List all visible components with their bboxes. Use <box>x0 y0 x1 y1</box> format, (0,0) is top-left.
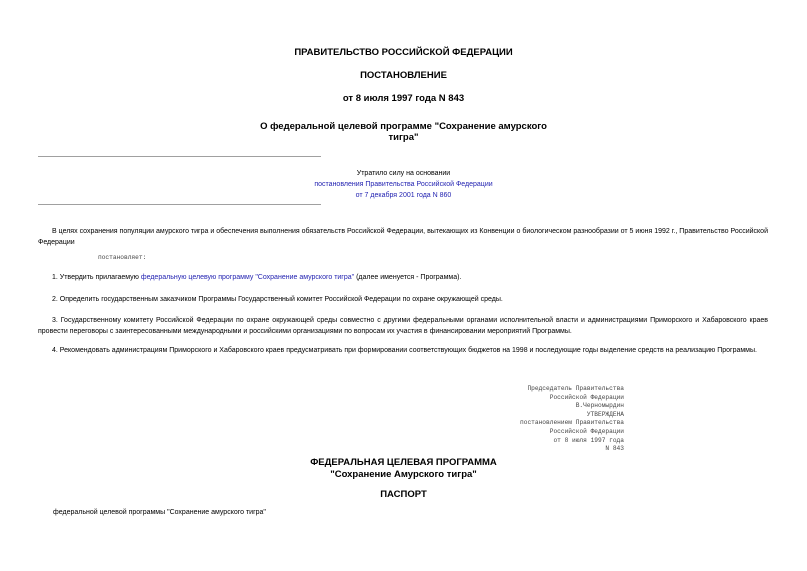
decree-word: постановляет: <box>98 254 147 261</box>
document-date-number: от 8 июля 1997 года N 843 <box>342 93 465 104</box>
signature-line: Председатель Правительства <box>527 385 624 392</box>
government-heading: ПРАВИТЕЛЬСТВО РОССИЙСКОЙ ФЕДЕРАЦИИ <box>294 47 513 58</box>
program-link[interactable]: федеральную целевую программу <box>140 274 254 281</box>
program-heading-line2: "Сохранение Амурского тигра" <box>330 469 477 480</box>
document-title-line2: тигра" <box>388 132 419 143</box>
paragraph-2: 2. Определить государственным заказчиком Программы Государственный комитет Российской Федерации по охране окружающей среды. <box>52 296 503 303</box>
signature-line: от 8 июля 1997 года <box>553 436 624 444</box>
repeal-notice-text: Утратило силу на основании <box>356 170 451 177</box>
signature-block <box>424 385 624 454</box>
paragraph-1-text: 1. Утвердить прилагаемую <box>52 274 141 281</box>
notice-bottom-rule <box>38 204 321 205</box>
signature-line: N 843 <box>605 445 624 453</box>
document-title <box>0 121 807 143</box>
repeal-decree-date-link[interactable]: от 7 декабря 2001 года N 860 <box>355 192 452 199</box>
paragraph-1 <box>38 272 768 283</box>
notice-top-rule <box>38 156 321 157</box>
paragraph-3: 3. Государственному комитету Российской Федерации по охране окружающей среды совместно с другими федеральными органами исполнительной власти и администрациями Приморского и Хабаровского краев провести переговоры с заинтересованными международными и российскими организациями по вопросам их участия в финансировании мероприятий Программы. <box>38 317 768 335</box>
document-type-heading: ПОСТАНОВЛЕНИЕ <box>360 70 447 81</box>
repeal-notice <box>0 168 807 201</box>
passport-heading: ПАСПОРТ <box>380 489 427 500</box>
signature-line: УТВЕРЖДЕНА <box>586 410 624 418</box>
intro-paragraph: В целях сохранения популяции амурского тигра и обеспечения выполнения обязательств Российской Федерации, вытекающих из Конвенции о биологическом разнообразии от 5 июня 1992 г., Правительство Российской Федерации <box>38 228 768 246</box>
paragraph-1-tail: (далее именуется - Программа). <box>354 274 462 281</box>
program-heading-line1: ФЕДЕРАЛЬНАЯ ЦЕЛЕВАЯ ПРОГРАММА <box>310 457 497 468</box>
program-heading <box>0 457 807 481</box>
passport-subtitle: федеральной целевой программы "Сохранение амурского тигра" <box>53 509 266 516</box>
signature-line: В.Черномырдин <box>575 402 624 410</box>
signature-line: постановлением Правительства <box>520 419 624 427</box>
document-title-line1: О федеральной целевой программе "Сохранение амурского <box>260 121 547 132</box>
signature-line: Российской Федерации <box>549 427 624 435</box>
program-title-link[interactable]: "Сохранение амурского тигра" <box>255 274 355 281</box>
paragraph-4: 4. Рекомендовать администрациям Приморского и Хабаровского краев предусматривать при формировании соответствующих бюджетов на 1998 и последующие годы выделение средств на реализацию Программы. <box>52 347 757 354</box>
repeal-decree-link[interactable]: постановления Правительства Российской Федерации <box>314 181 493 188</box>
signature-line: Российской Федерации <box>549 393 624 401</box>
